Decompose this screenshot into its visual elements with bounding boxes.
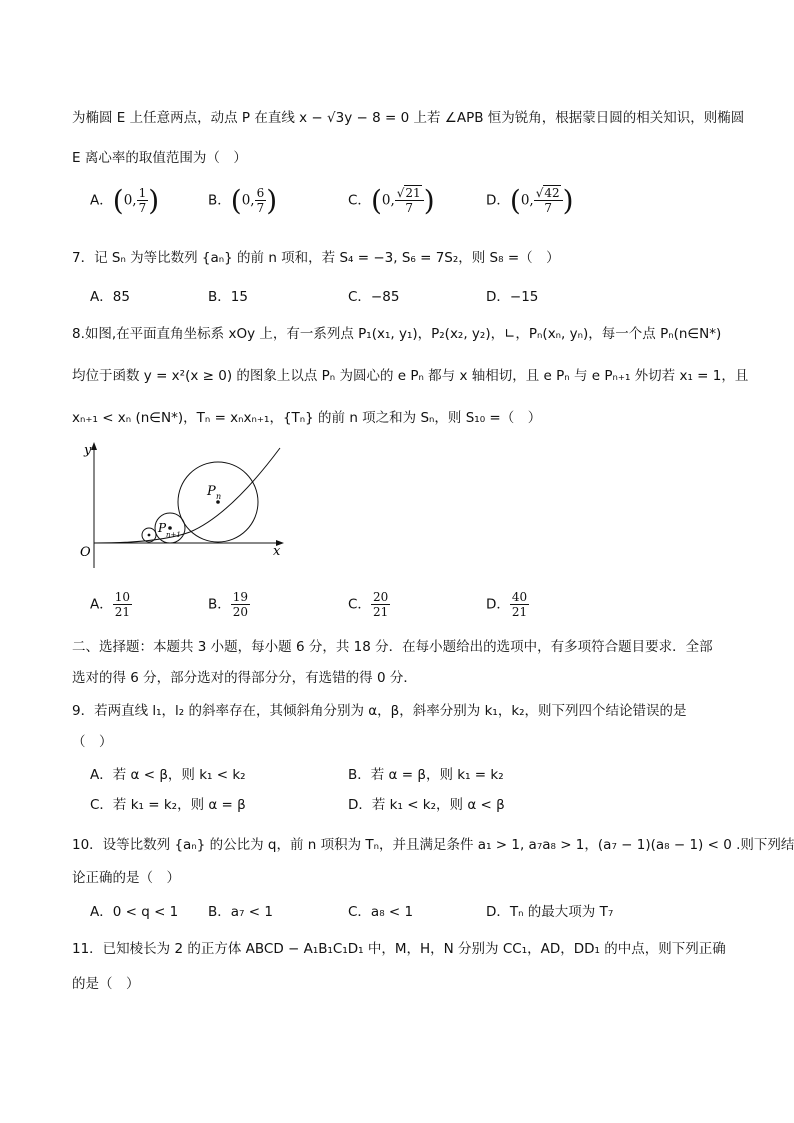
q8-option-c[interactable] <box>348 590 390 619</box>
denominator: 21 <box>511 605 528 619</box>
denominator: 7 <box>138 201 147 215</box>
q9-option-d[interactable]: D．若 k₁ < k₂，则 α < β <box>348 797 505 813</box>
option-label: B． <box>208 192 231 209</box>
q7-stem: 7．记 Sₙ 为等比数列 {aₙ} 的前 n 项和，若 S₄ = −3, S₆ = 7S₂，则 S₈ =（ ） <box>72 250 560 266</box>
q10-option-c[interactable]: C．a₈ < 1 <box>348 904 414 920</box>
q7-option-b[interactable]: B．15 <box>208 289 248 305</box>
numerator: 10 <box>114 590 131 604</box>
y-label: y <box>84 443 92 458</box>
x-label: x <box>273 544 281 559</box>
option-label: D． <box>486 192 510 209</box>
denominator: 21 <box>114 605 131 619</box>
q7-option-c[interactable]: C．−85 <box>348 289 400 305</box>
numerator: 6 <box>256 186 265 200</box>
q8-option-d[interactable] <box>486 590 529 619</box>
numerator: 40 <box>511 590 528 604</box>
q6-option-b[interactable]: B．(0, $\frac{6}{7}$ ) <box>208 184 278 217</box>
denominator: 7 <box>544 201 553 215</box>
numerator: 19 <box>232 590 249 604</box>
pn-subscript: n <box>216 492 222 501</box>
q10-line1: 10．设等比数列 {aₙ} 的公比为 q，前 n 项积为 Tₙ，并且满足条件 a₁ > 1, a₇a₈ > 1，(a₇ − 1)(a₈ − 1) < 0 .则下列结 <box>72 837 794 853</box>
option-label: D． <box>486 596 510 613</box>
option-label: B． <box>208 596 231 613</box>
q6-option-c[interactable]: C．(0, $\frac{√21}{7}$ ) <box>348 184 435 217</box>
q10-option-d[interactable]: D．Tₙ 的最大项为 T₇ <box>486 904 614 920</box>
denominator: 7 <box>405 201 414 215</box>
q7-option-a[interactable]: A．85 <box>90 289 130 305</box>
origin-label: O <box>80 545 91 560</box>
section2-line2: 选对的得 6 分，部分选对的得部分分，有选错的得 0 分． <box>72 670 417 686</box>
q6-line2: E 离心率的取值范围为（ ） <box>72 150 247 166</box>
denominator: 20 <box>232 605 249 619</box>
q6-line1: 为椭圆 E 上任意两点，动点 P 在直线 x − √3y − 8 = 0 上若 ∠APB 恒为锐角，根据蒙日圆的相关知识，则椭圆 <box>72 110 745 126</box>
q6-option-d[interactable]: D．(0, $\frac{√42}{7}$ ) <box>486 184 574 217</box>
section2-line1: 二、选择题：本题共 3 小题，每小题 6 分，共 18 分．在每小题给出的选项中，有多项符合题目要求．全部 <box>72 639 713 655</box>
numerator: 1 <box>138 186 147 200</box>
option-label: C． <box>348 192 371 209</box>
q9-line2: （ ） <box>72 734 113 750</box>
q8-figure <box>70 440 290 580</box>
q11-line2: 的是（ ） <box>72 976 140 992</box>
point-small <box>148 534 151 537</box>
option-label: A． <box>90 596 113 613</box>
pn1-label: P <box>158 521 167 535</box>
q8-option-b[interactable] <box>208 590 250 619</box>
q11-line1: 11．已知棱长为 2 的正方体 ABCD − A₁B₁C₁D₁ 中，M，H，N 分别为 CC₁，AD，DD₁ 的中点，则下列正确 <box>72 941 726 957</box>
q9-line1: 9．若两直线 l₁，l₂ 的斜率存在，其倾斜角分别为 α，β，斜率分别为 k₁，k₂，则下列四个结论错误的是 <box>72 703 687 719</box>
q9-option-c[interactable]: C．若 k₁ = k₂，则 α = β <box>90 797 246 813</box>
parabola-curve <box>94 448 280 543</box>
y-axis-arrow <box>91 442 97 450</box>
q10-option-a[interactable]: A．0 < q < 1 <box>90 904 179 920</box>
numerator: 20 <box>372 590 389 604</box>
q7-option-d[interactable]: D．−15 <box>486 289 539 305</box>
pn1-subscript: n+1 <box>166 531 181 539</box>
numerator: 42 <box>544 186 560 200</box>
q8-option-a[interactable] <box>90 590 132 619</box>
denominator: 21 <box>372 605 389 619</box>
option-label: A． <box>90 192 113 209</box>
denominator: 7 <box>256 201 265 215</box>
q10-option-b[interactable]: B．a₇ < 1 <box>208 904 273 920</box>
q8-line2: 均位于函数 y = x²(x ≥ 0) 的图象上以点 Pₙ 为圆心的 e Pₙ 都与 x 轴相切，且 e Pₙ 与 e Pₙ₊₁ 外切若 x₁ = 1，且 <box>72 368 749 384</box>
option-label: C． <box>348 596 371 613</box>
q8-line1: 8.如图,在平面直角坐标系 xOy 上，有一系列点 P₁(x₁, y₁)，P₂(x₂, y₂)，∟，Pₙ(xₙ, yₙ)，每一个点 Pₙ(n∈N*) <box>72 326 722 342</box>
numerator: 21 <box>405 186 421 200</box>
q10-line2: 论正确的是（ ） <box>72 870 180 886</box>
q6-option-a[interactable]: A．(0, $\frac{1}{7}$ ) <box>90 184 160 217</box>
q8-line3: xₙ₊₁ < xₙ (n∈N*)，Tₙ = xₙxₙ₊₁，{Tₙ} 的前 n 项之和为 Sₙ，则 S₁₀ =（ ） <box>72 410 542 426</box>
pn-label: P <box>207 484 216 499</box>
point-pn-plus-1 <box>168 526 172 530</box>
q9-option-b[interactable]: B．若 α = β，则 k₁ = k₂ <box>348 767 504 783</box>
q9-option-a[interactable]: A．若 α < β，则 k₁ < k₂ <box>90 767 246 783</box>
